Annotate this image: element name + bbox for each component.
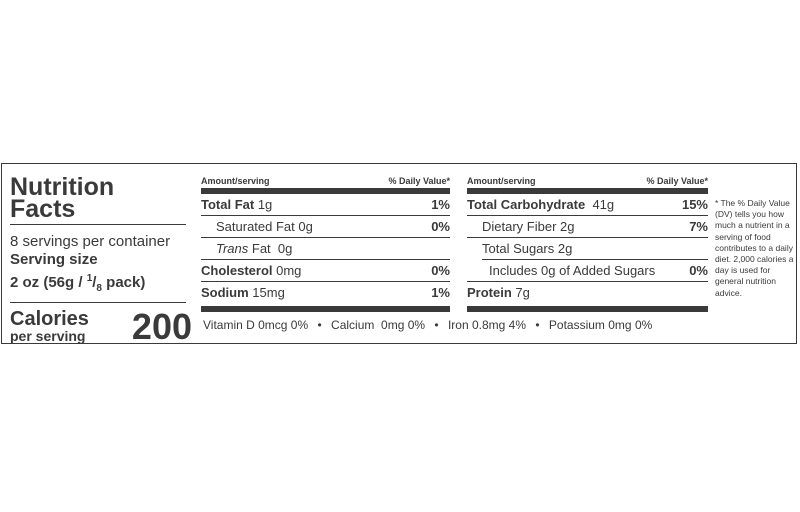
nutrient-row-cholesterol (201, 260, 450, 282)
dv-header: % Daily Value* (646, 176, 708, 186)
nutrient-name: Dietary Fiber 2g (482, 219, 575, 234)
nutrient-name: Saturated Fat 0g (216, 219, 313, 234)
servings-per-container: 8 servings per container (10, 233, 171, 250)
iron: Iron 0.8mg 4% (447, 318, 527, 332)
vitamin-d: Vitamin D 0mcg 0% (203, 318, 309, 332)
nutrient-amount: 41g (585, 197, 615, 212)
serving-fraction-denominator: 8 (96, 283, 102, 294)
nutrition-facts-label (1, 163, 797, 347)
daily-value-footnote: * The % Daily Value (DV) tells you how much a nutrient in a serving of food contributes to a daily diet. 2,000 calories a day is used for general nutrition advice. (715, 198, 794, 298)
separator: • (434, 318, 439, 332)
nutrient-dv: 7% (689, 219, 708, 234)
title-line-2: Facts (10, 195, 76, 223)
nutrient-row-total-sugars (467, 238, 708, 260)
bottom-rule (201, 306, 450, 312)
nutrient-amount: 15mg (248, 285, 285, 300)
potassium: Potassium 0mg 0% (548, 318, 653, 332)
nutrient-dv: 0% (431, 219, 450, 234)
serving-rule (10, 302, 186, 303)
nutrient-name-italic: Trans (216, 241, 249, 256)
calories-block (10, 306, 192, 347)
nutrient-name: Cholesterol (201, 263, 273, 278)
serving-size-label: Serving size (10, 251, 98, 268)
column-header (467, 174, 708, 188)
nutrient-name: Sodium (201, 285, 249, 300)
title-rule (10, 224, 186, 225)
nutrient-amount: 1g (254, 197, 273, 212)
nutrient-dv: 0% (689, 263, 708, 278)
nutrient-name: Total Carbohydrate (467, 197, 586, 212)
per-serving-label: per serving (10, 328, 86, 344)
calcium: Calcium 0mg 0% (331, 318, 426, 332)
calories-label: Calories (10, 308, 89, 330)
separator: • (535, 318, 540, 332)
nutrient-dv: 0% (431, 263, 450, 278)
dv-header: % Daily Value* (388, 176, 450, 186)
nutrient-row-dietary-fiber (467, 216, 708, 238)
title-line-1: Nutrition (10, 173, 115, 201)
vitamins-minerals-line (203, 318, 652, 332)
nutrient-name: Includes 0g of Added Sugars (489, 263, 656, 278)
nutrient-row-added-sugars (467, 260, 708, 282)
nutrient-amount: 0mg (272, 263, 302, 278)
serving-size-value: 2 oz ($56g / ^1/_8$ pack) (10, 273, 146, 294)
left-panel (10, 173, 192, 347)
nutrient-name: Protein (467, 285, 512, 300)
nutrient-name-rest: Fat 0g (248, 241, 293, 256)
bottom-rule (467, 306, 708, 312)
nutrient-name: Total Sugars 2g (482, 241, 573, 256)
nutrient-dv: 1% (431, 197, 450, 212)
sugars-rule (482, 259, 708, 260)
nutrient-amount: 7g (511, 285, 530, 300)
nutrient-column-left (201, 174, 450, 312)
nutrient-dv: 1% (431, 285, 450, 300)
separator: • (317, 318, 322, 332)
calories-value: 200 (131, 306, 192, 347)
serving-size-value-b: pack) (101, 274, 146, 291)
nutrient-row-trans-fat (201, 238, 450, 260)
nutrient-column-right (467, 174, 708, 312)
amount-header: Amount/serving (467, 176, 536, 186)
nutrient-name: Total Fat (201, 197, 255, 212)
nutrient-row-protein (467, 282, 708, 304)
column-header (201, 174, 450, 188)
serving-fraction-numerator: 1 (86, 273, 93, 284)
nutrient-row-total-carbohydrate (467, 194, 708, 216)
nutrient-row-total-fat (201, 194, 450, 216)
nutrient-dv: 15% (681, 197, 708, 212)
nutrient-row-sodium (201, 282, 450, 304)
amount-header: Amount/serving (201, 176, 270, 186)
serving-size-value-a: 2 oz (56g / (10, 274, 87, 291)
nutrient-row-saturated-fat (201, 216, 450, 238)
